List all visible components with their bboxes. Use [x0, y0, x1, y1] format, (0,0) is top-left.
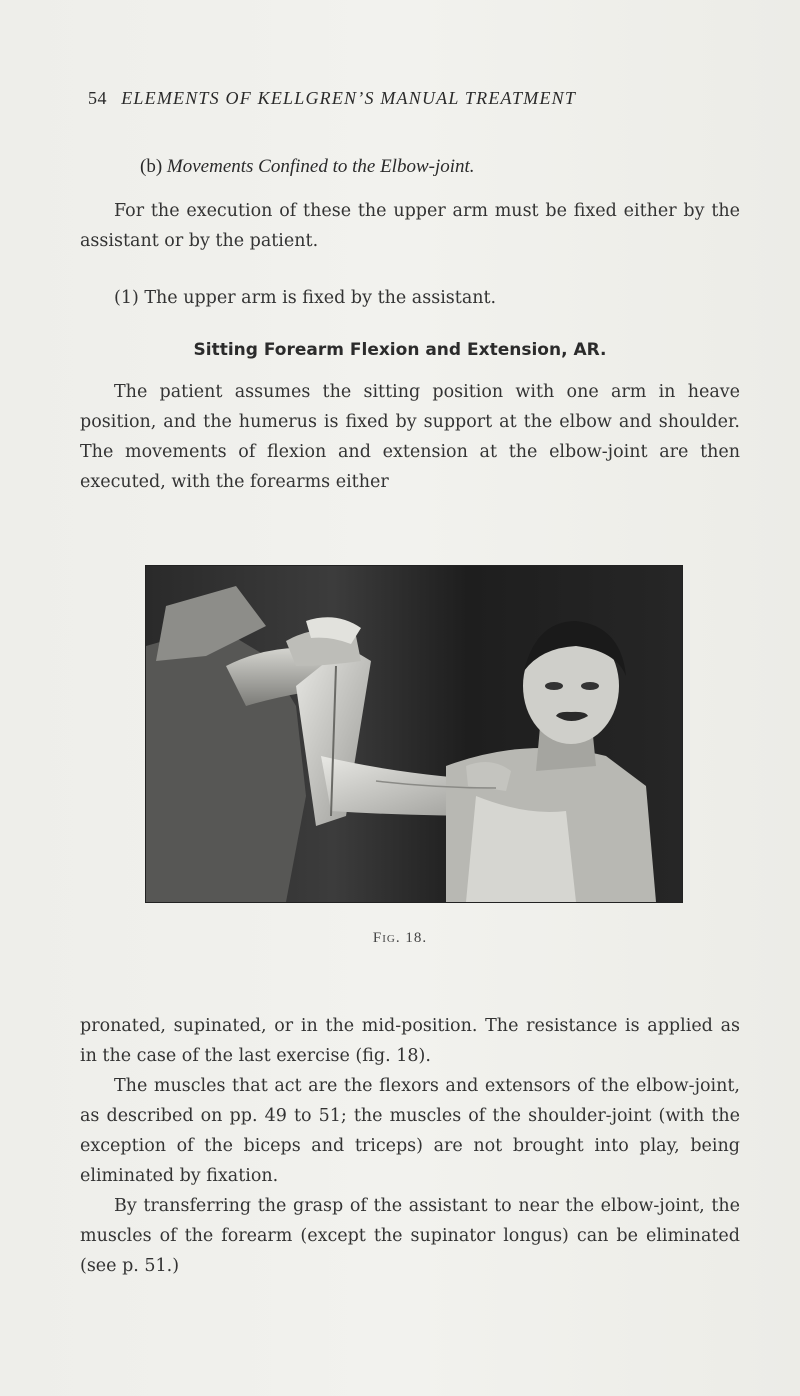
subsection-heading: [140, 156, 475, 178]
figure-photograph: [145, 565, 683, 903]
paragraph-muscles: The muscles that act are the flexors and extensors of the elbow-joint, as described on pp. 49 to 51; the muscles of the shoulder-joint (with the exception of the biceps and triceps) are not brought into play, being eliminated by fixation.: [80, 1076, 740, 1186]
figure-caption: [0, 930, 800, 947]
photo-illustration: [146, 566, 682, 902]
figure-caption-text: Fig. 18.: [372, 930, 428, 946]
paragraph-description: The patient assumes the sitting position with one arm in heave position, and the humerus is fixed by support at the elbow and shoulder. The movements of flexion and extension at the elbow-joint are then executed, with the forearms either: [80, 382, 740, 492]
subsection-title: Movements Confined to the Elbow-joint.: [166, 156, 475, 177]
running-title: ELEMENTS OF KELLGREN’S MANUAL TREATMENT: [121, 88, 577, 108]
paragraph-intro: For the execution of these the upper arm must be fixed either by the assistant or by the patient.: [80, 201, 740, 251]
page-number: 54: [88, 88, 107, 108]
paragraph-grasp: By transferring the grasp of the assistant to near the elbow-joint, the muscles of the forearm (except the supinator longus) can be eliminated (see p. 51.): [80, 1196, 740, 1276]
exercise-heading: Sitting Forearm Flexion and Extension, AR.: [193, 340, 607, 360]
paragraph-resistance: pronated, supinated, or in the mid-position. The resistance is applied as in the case of the last exercise (fig. 18).: [80, 1016, 740, 1066]
paragraph-fixation: (1) The upper arm is fixed by the assistant.: [114, 288, 497, 308]
subsection-label: (b): [140, 156, 163, 177]
page-header: [88, 88, 728, 109]
